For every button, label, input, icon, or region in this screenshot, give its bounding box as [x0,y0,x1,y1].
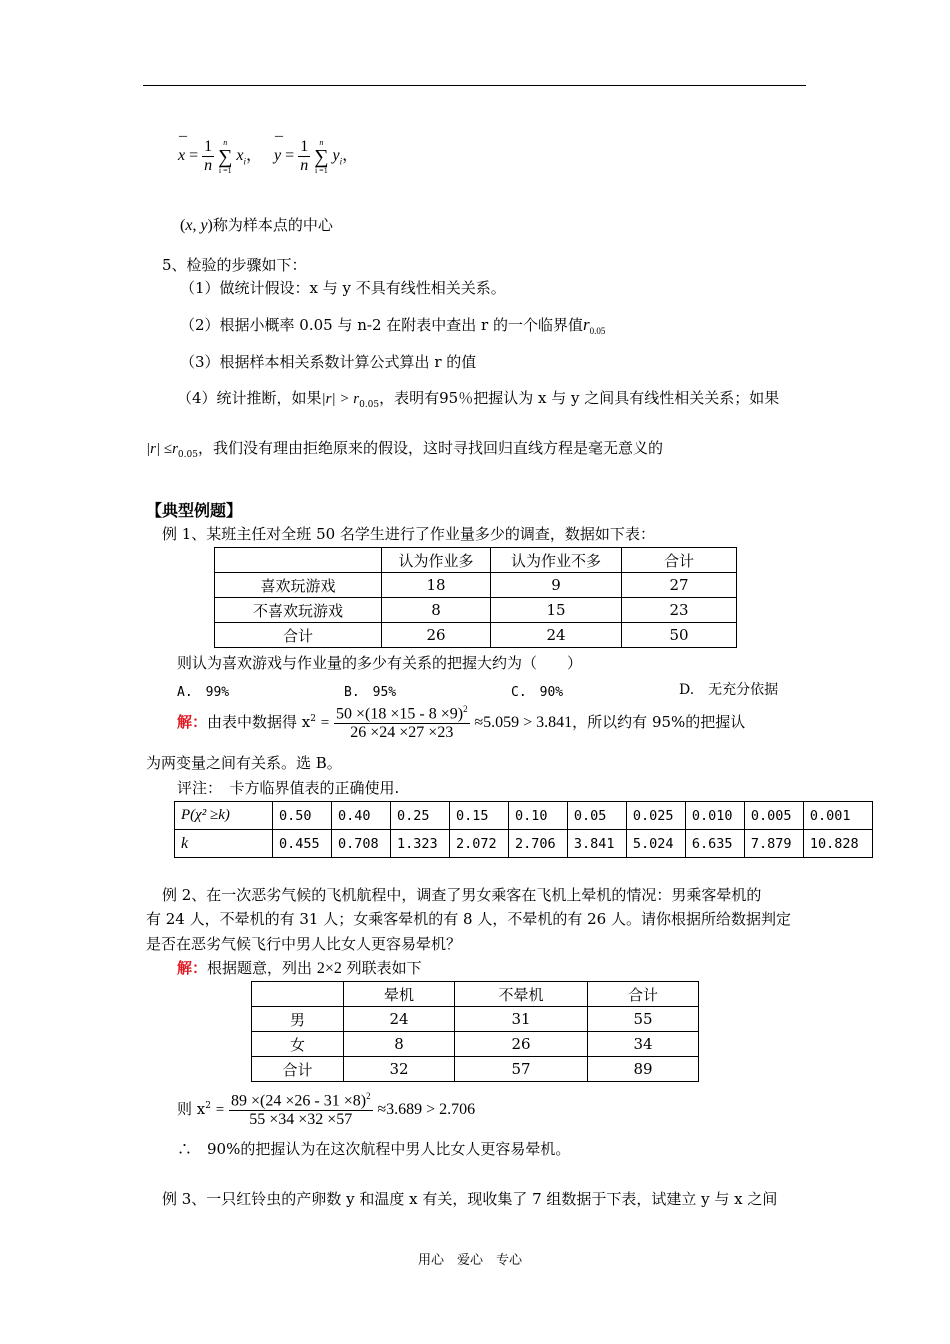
table-cell: 认为作业不多 [491,548,622,573]
table-cell: 57 [455,1057,588,1082]
table-row [252,1057,699,1082]
table-cell [215,548,382,573]
table-cell: 7.879 [744,830,803,858]
table-cell: 0.455 [273,830,332,858]
table-cell: 15 [491,598,622,623]
table-cell: 55 [588,1007,699,1032]
table-cell: 男 [252,1007,344,1032]
table-cell: 10.828 [803,830,872,858]
table-cell: 31 [455,1007,588,1032]
table-cell: 50 [622,623,737,648]
table-row [215,623,737,648]
ex3-line1: 例 3、一只红铃虫的产卵数 y 和温度 x 有关，现收集了 7 组数据于下表，试建立 y 与 x 之间 [162,1190,778,1208]
table-cell: 8 [344,1032,455,1057]
step-3: （3）根据样本相关系数计算公式算出 r 的值 [180,353,477,371]
table-cell: 2.706 [508,830,567,858]
table-cell: 34 [588,1032,699,1057]
table-cell: 合计 [622,548,737,573]
ex2-table [251,981,699,1082]
ex1-intro: 例 1、某班主任对全班 50 名学生进行了作业量多少的调查，数据如下表： [162,525,655,543]
table-row [215,598,737,623]
table-row [252,1007,699,1032]
table-row [175,802,873,830]
table-row [215,573,737,598]
ex2-solution: 解：根据题意，列出 2×2 列联表如下 [177,959,422,977]
table-cell: P(χ² ≥k) [175,802,273,830]
table-row [252,1032,699,1057]
ex1-comment: 评注： 卡方临界值表的正确使用. [177,779,400,797]
ex1-question: 则认为喜欢游戏与作业量的多少有关系的把握大约为（ ） [177,654,583,672]
ex2-line1: 例 2、在一次恶劣气候的飞机航程中，调查了男女乘客在飞机上晕机的情况：男乘客晕机的 [162,886,762,904]
footer: 用心 爱心 专心 [418,1253,523,1268]
table-cell: 3.841 [567,830,626,858]
table-cell: 8 [382,598,491,623]
ex2-conclusion: ∴ 90%的把握认为在这次航程中男人比女人更容易晕机。 [177,1140,571,1158]
mean-formulas: x ¯ = $\frac{1}{n}$ n ∑ i =1 $x_i$， y ¯ = $\frac{1}{n}$ n ∑ i =1 $y_i$， [178,135,359,175]
table-cell: 27 [622,573,737,598]
table-cell: 合计 [252,1057,344,1082]
center-definition: (x, y)称为样本点的中心 [180,216,333,234]
table-cell: 18 [382,573,491,598]
ex1-table [214,547,737,648]
table-cell: 26 [455,1032,588,1057]
ex1-option-d: D. 无充分依据 [679,682,779,698]
table-cell: 23 [622,598,737,623]
header-rule [143,85,806,86]
table-cell: 2.072 [449,830,508,858]
table-cell: 1.323 [390,830,449,858]
ex1-option-a: A. 99% [177,685,230,700]
table-cell: 认为作业多 [382,548,491,573]
table-cell: 24 [491,623,622,648]
ex1-solution-line2: 为两变量之间有关系。选 B。 [146,754,342,772]
table-cell: k [175,830,273,858]
step-4: （4）统计推断，如果$|r| > r_{0.05}$，表明有95％把握认为 x 与 y 之间具有线性相关关系；如果 [177,389,780,410]
table-cell: 女 [252,1032,344,1057]
table-cell: 32 [344,1057,455,1082]
table-cell: 0.005 [744,802,803,830]
table-cell: 0.50 [273,802,332,830]
table-header-row [252,982,699,1007]
ex1-solution: 解：由表中数据得 $x^2$ = $\frac{50 \times(18 \times 15 - 8 \times 9)^2}{26 \times 24 \times 27 \times 23}$ ≈5.059 > 3.841，所以约有 95%的把握认 [177,704,746,742]
table-row [175,830,873,858]
step-1: （1）做统计假设：x 与 y 不具有线性相关关系。 [180,279,506,297]
ex1-option-c: C. 90% [511,685,564,700]
ex2-line2: 有 24 人，不晕机的有 31 人；女乘客晕机的有 8 人，不晕机的有 26 人。请你根据所给数据判定 [146,910,791,928]
table-cell: 0.708 [331,830,390,858]
table-cell: 0.05 [567,802,626,830]
step-2: （2）根据小概率 0.05 与 n-2 在附表中查出 r 的一个临界值$r_{0.05}$ [180,315,606,336]
table-cell: 0.10 [508,802,567,830]
table-cell: 0.010 [685,802,744,830]
table-cell: 6.635 [685,830,744,858]
table-cell: 喜欢玩游戏 [215,573,382,598]
table-cell: 不喜欢玩游戏 [215,598,382,623]
mean-sep: ， [246,147,263,165]
table-header-row [215,548,737,573]
table-cell: 合计 [588,982,699,1007]
table-cell: 0.025 [626,802,685,830]
table-cell: 26 [382,623,491,648]
ex1-option-b: B. 95% [344,685,397,700]
chi-square-table [174,801,873,858]
ex2-line3: 是否在恶劣气候飞行中男人比女人更容易晕机？ [146,935,462,953]
step-4-cont: $|r| \le r_{0.05}$，我们没有理由拒绝原来的假设，这时寻找回归直线方程是毫无意义的 [146,439,663,460]
table-cell: 24 [344,1007,455,1032]
table-cell: 0.40 [331,802,390,830]
section-title: 【典型例题】 [146,501,243,520]
steps-title: 5、检验的步骤如下： [162,256,307,274]
table-cell: 89 [588,1057,699,1082]
table-cell: 0.25 [390,802,449,830]
table-cell: 9 [491,573,622,598]
table-cell [252,982,344,1007]
table-cell: 合计 [215,623,382,648]
table-cell: 5.024 [626,830,685,858]
table-cell: 0.15 [449,802,508,830]
table-cell: 0.001 [803,802,872,830]
ex2-calculation: 则 $x^2$ = $\frac{89 \times(24 \times 26 - 31 \times 8)^2}{55 \times 34 \times 32 \times 57}$ ≈3.689 > 2.706 [177,1091,476,1129]
table-cell: 晕机 [344,982,455,1007]
table-cell: 不晕机 [455,982,588,1007]
